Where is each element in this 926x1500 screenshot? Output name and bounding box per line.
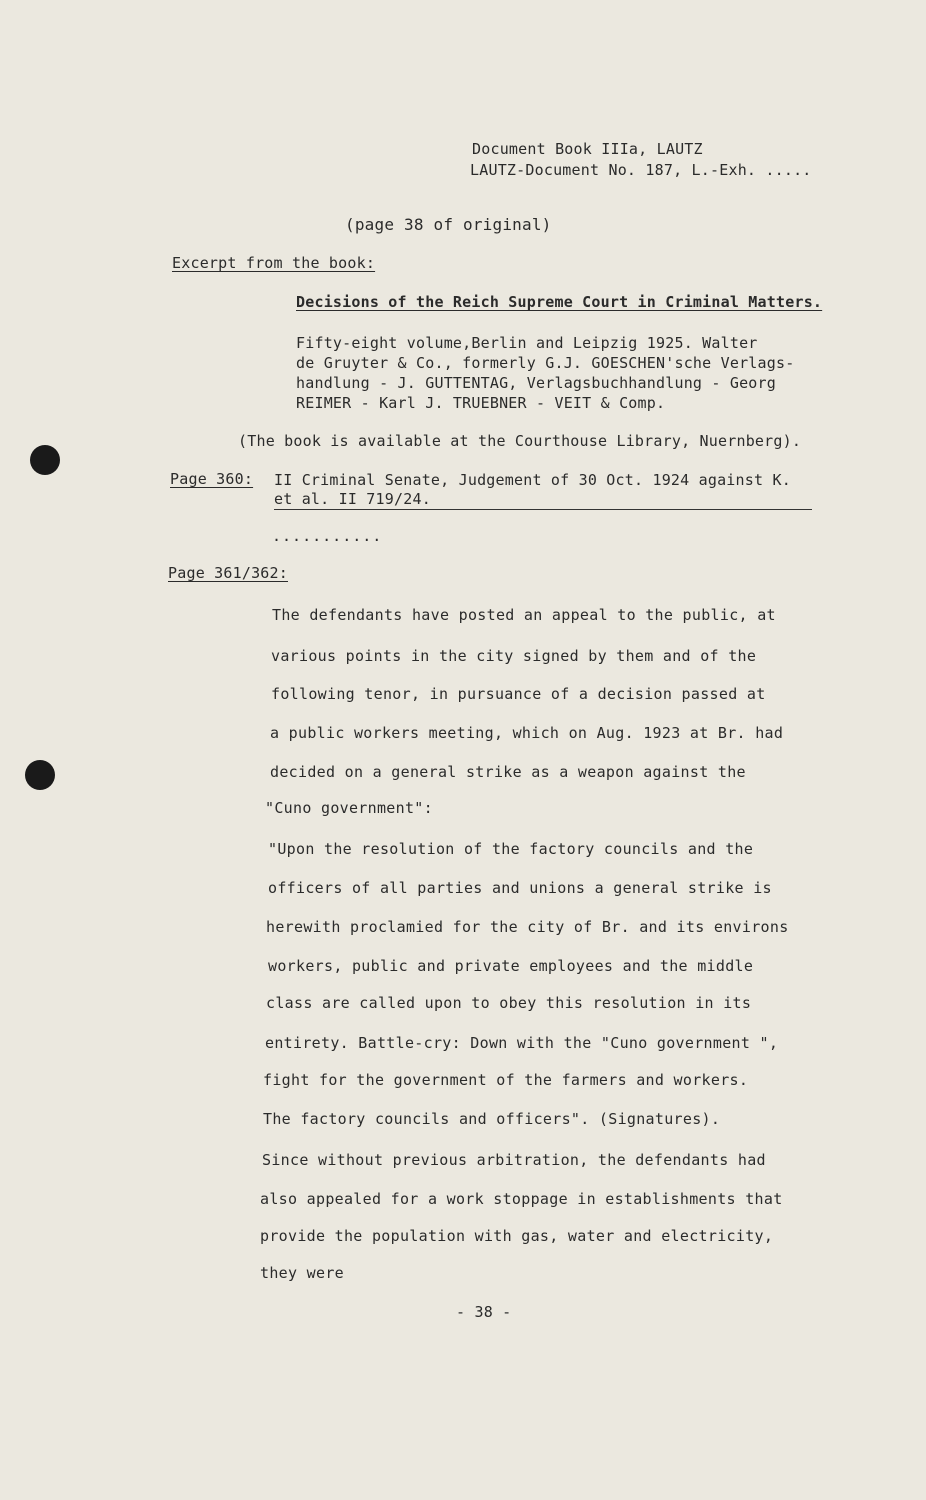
body-line: class are called upon to obey this resolution in its	[266, 994, 752, 1012]
body-line: they were	[260, 1264, 344, 1282]
ellipsis: ...........	[272, 527, 383, 545]
excerpt-heading: Excerpt from the book:	[172, 254, 376, 272]
page-reference: (page 38 of original)	[345, 215, 552, 234]
page-360-line-1: II Criminal Senate, Judgement of 30 Oct. 1924 against K.	[274, 471, 791, 489]
book-details-line: de Gruyter & Co., formerly G.J. GOESCHEN'sche Verlags-	[296, 354, 795, 372]
book-details-line: handlung - J. GUTTENTAG, Verlagsbuchhandlung - Georg	[296, 374, 776, 392]
header-document-book: Document Book IIIa, LAUTZ	[472, 140, 703, 158]
body-line: The factory councils and officers". (Signatures).	[263, 1110, 721, 1128]
body-line: provide the population with gas, water and electricity,	[260, 1227, 774, 1245]
body-line: following tenor, in pursuance of a decision passed at	[271, 685, 766, 703]
body-line: "Cuno government":	[265, 799, 433, 817]
body-line: a public workers meeting, which on Aug. 1923 at Br. had	[270, 724, 784, 742]
body-line: "Upon the resolution of the factory councils and the	[268, 840, 754, 858]
book-details-line: Fifty-eight volume,Berlin and Leipzig 1925. Walter	[296, 334, 758, 352]
header-document-number: LAUTZ-Document No. 187, L.-Exh. .....	[470, 161, 812, 179]
page-360-underline	[274, 509, 812, 510]
body-line: herewith proclamied for the city of Br. and its environs	[266, 918, 789, 936]
book-details-line: REIMER - Karl J. TRUEBNER - VEIT & Comp.	[296, 394, 666, 412]
page-number: - 38 -	[456, 1303, 512, 1321]
body-line: entirety. Battle-cry: Down with the "Cuno government ",	[265, 1034, 779, 1052]
page-361-label: Page 361/362:	[168, 564, 288, 582]
body-line: fight for the government of the farmers and workers.	[263, 1071, 749, 1089]
body-line: Since without previous arbitration, the defendants had	[262, 1151, 766, 1169]
body-line: decided on a general strike as a weapon against the	[270, 763, 746, 781]
page-360-line-2: et al. II 719/24.	[274, 490, 431, 508]
punch-hole-bottom	[25, 760, 55, 790]
book-title: Decisions of the Reich Supreme Court in Criminal Matters.	[296, 293, 823, 311]
body-line: The defendants have posted an appeal to the public, at	[272, 606, 776, 624]
body-line: workers, public and private employees and the middle	[268, 957, 754, 975]
body-line: various points in the city signed by them and of the	[271, 647, 757, 665]
page-360-label: Page 360:	[170, 470, 254, 488]
book-availability: (The book is available at the Courthouse Library, Nuernberg).	[238, 432, 802, 450]
body-line: officers of all parties and unions a general strike is	[268, 879, 772, 897]
punch-hole-top	[30, 445, 60, 475]
body-line: also appealed for a work stoppage in establishments that	[260, 1190, 783, 1208]
